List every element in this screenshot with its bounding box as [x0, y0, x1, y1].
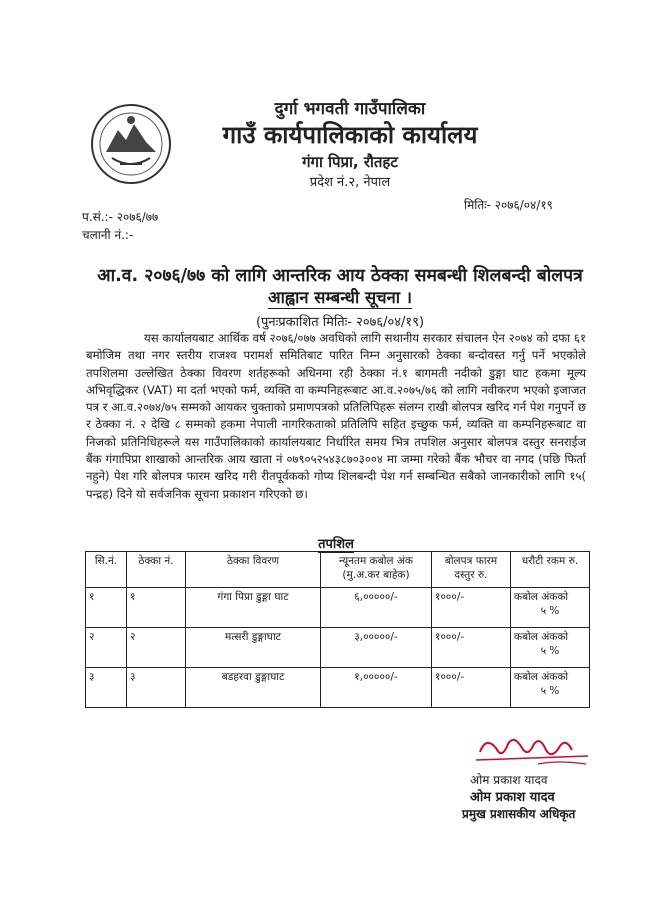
signatory-name: ओम प्रकाश यादव [470, 773, 548, 787]
reference-number: प.सं.:- २०७६/७७ [82, 210, 159, 224]
cell-form-fee: १०००/- [432, 628, 511, 668]
cell-contract-no: २ [127, 628, 186, 668]
deposit-text: कबोल अंकको [514, 591, 569, 603]
col-deposit: धरौटी रकम रु. [511, 552, 590, 588]
cell-deposit [511, 668, 590, 708]
col-description: ठेक्का विवरण [186, 552, 321, 588]
cell-contract-no: १ [127, 588, 186, 628]
signatory-position: प्रमुख प्रशासकीय अधिकृत [462, 807, 576, 821]
cell-deposit [511, 588, 590, 628]
table-label-text: तपशिल [318, 537, 354, 552]
cell-form-fee: १०००/- [432, 668, 511, 708]
col-sn: सि.नं. [86, 552, 127, 588]
cell-description: मत्सरी डुङ्गाघाट [186, 628, 321, 668]
deposit-percent: ५ % [540, 685, 560, 697]
table-label [86, 534, 586, 552]
notice-title: आ.व. २०७६/७७ को लागि आन्तरिक आय ठेक्का समबन्धी शिलबन्दी बोलपत्र [97, 266, 583, 286]
table-row [86, 588, 590, 628]
cell-minimum-bid: ६,०००००/- [321, 588, 432, 628]
dispatch-number: चलानी नं.:- [82, 228, 134, 242]
municipality-name: दुर्गा भगवती गाउँपालिका [274, 99, 426, 119]
province-name: प्रदेश नं.२, नेपाल [309, 175, 391, 190]
cell-description: बडहरवा डुङ्गाघाट [186, 668, 321, 708]
cell-sn: ३ [86, 668, 127, 708]
cell-deposit [511, 628, 590, 668]
notice-body: यस कार्यालयबाट आर्थिक वर्ष २०७६/०७७ अवधिको लागि सथानीय सरकार संचालन ऐन २०७४ को दफा ६१ बमोजिम तथा नगर स्तरीय राजश्व परामर्श समितिबाट पारित निम्न अनुसारको ठेक्का बन्दोवस्त गर्नु पर्ने भएकोले तपशिलमा उल्लेखित ठेक्का विवरण शर्तहरूको अधिनमा रही ठेक्का नं.१ बागमती नदीको डुङ्गा घाट हकमा मूल्य अभिवृद्धिकर (VAT) मा दर्ता भएको फर्म, व्यक्ति वा कम्पनिहरूबाट आ.व.२०७५/७६ को लागि नवीकरण भएको इजाजत पत्र र आ.व.२०७४/७५ सम्मको आयकर चुक्ताको प्रमाणपत्रको प्रतिलिपिहरू संलग्न राखी बोलपत्र खरिद गर्न पेश गनुपर्ने छ र ठेक्का नं. २ देखि ८ सम्मको हकमा नेपाली नागरिकताको प्रतिलिपि सहित इच्छुक फर्म, व्यक्ति वा कम्पनिहरूबाट वा निजको प्रतिनिधिहरूले यस गाउँपालिकाको कार्यालयबाट निर्धारित समय भित्र तपशिल अनुसार बोलपत्र दस्तुर सनराईज बैंक गंगापिप्रा शाखाको आन्तरिक आय खाता नं ०७९०५२५४३८७०३००४ मा जम्मा गरेको बैंक भौचर वा नगद (पछि फिर्ता नहुने) पेश गरि बोलपत्र फारम खरिद गरी रीतपूर्वकको गोप्य शिलबन्दी पेश गर्न सम्बन्धित सबैको जानकारीको लागि १५( पन्द्रह) दिने यो सर्वजनिक सूचना प्रकाशन गरिएको छ। [86, 331, 586, 501]
notice-subtitle [70, 285, 610, 308]
office-name: गाउँ कार्यपालिकाको कार्यालय [222, 121, 478, 149]
cell-sn: २ [86, 628, 127, 668]
deposit-text: कबोल अंकको [514, 671, 569, 683]
cell-minimum-bid: ३,०००००/- [321, 628, 432, 668]
notice-subtitle-text: आह्वान सम्बन्धी सूचना । [267, 288, 413, 307]
col-form-fee: बोलपत्र फारम दस्तुर रु. [432, 552, 511, 588]
col-minimum-bid: न्यूनतम कबोल अंक (मु.अ.कर बाहेक) [321, 552, 432, 588]
deposit-percent: ५ % [540, 645, 560, 657]
deposit-percent: ५ % [540, 605, 560, 617]
table-row [86, 628, 590, 668]
cell-description: गंगा पिप्रा डुङ्गा घाट [186, 588, 321, 628]
table-row [86, 668, 590, 708]
cell-minimum-bid: १,०००००/- [321, 668, 432, 708]
office-address: गंगा पिप्रा, रौतहट [302, 153, 398, 171]
table-header-row [86, 552, 590, 588]
cell-contract-no: ३ [127, 668, 186, 708]
contract-table [85, 551, 590, 708]
republished-date: (पुनःप्रकाशित मितिः- २०७६/०४/१९) [255, 315, 425, 330]
col-contract-no: ठेक्का नं. [127, 552, 186, 588]
signature-scribble-icon [468, 730, 598, 770]
signatory-stamp-name: ओम प्रकाश यादव [470, 790, 555, 805]
cell-form-fee: १०००/- [432, 588, 511, 628]
cell-sn: १ [86, 588, 127, 628]
deposit-text: कबोल अंकको [514, 631, 569, 643]
notice-date: मितिः- २०७६/०४/१९ [464, 198, 553, 212]
